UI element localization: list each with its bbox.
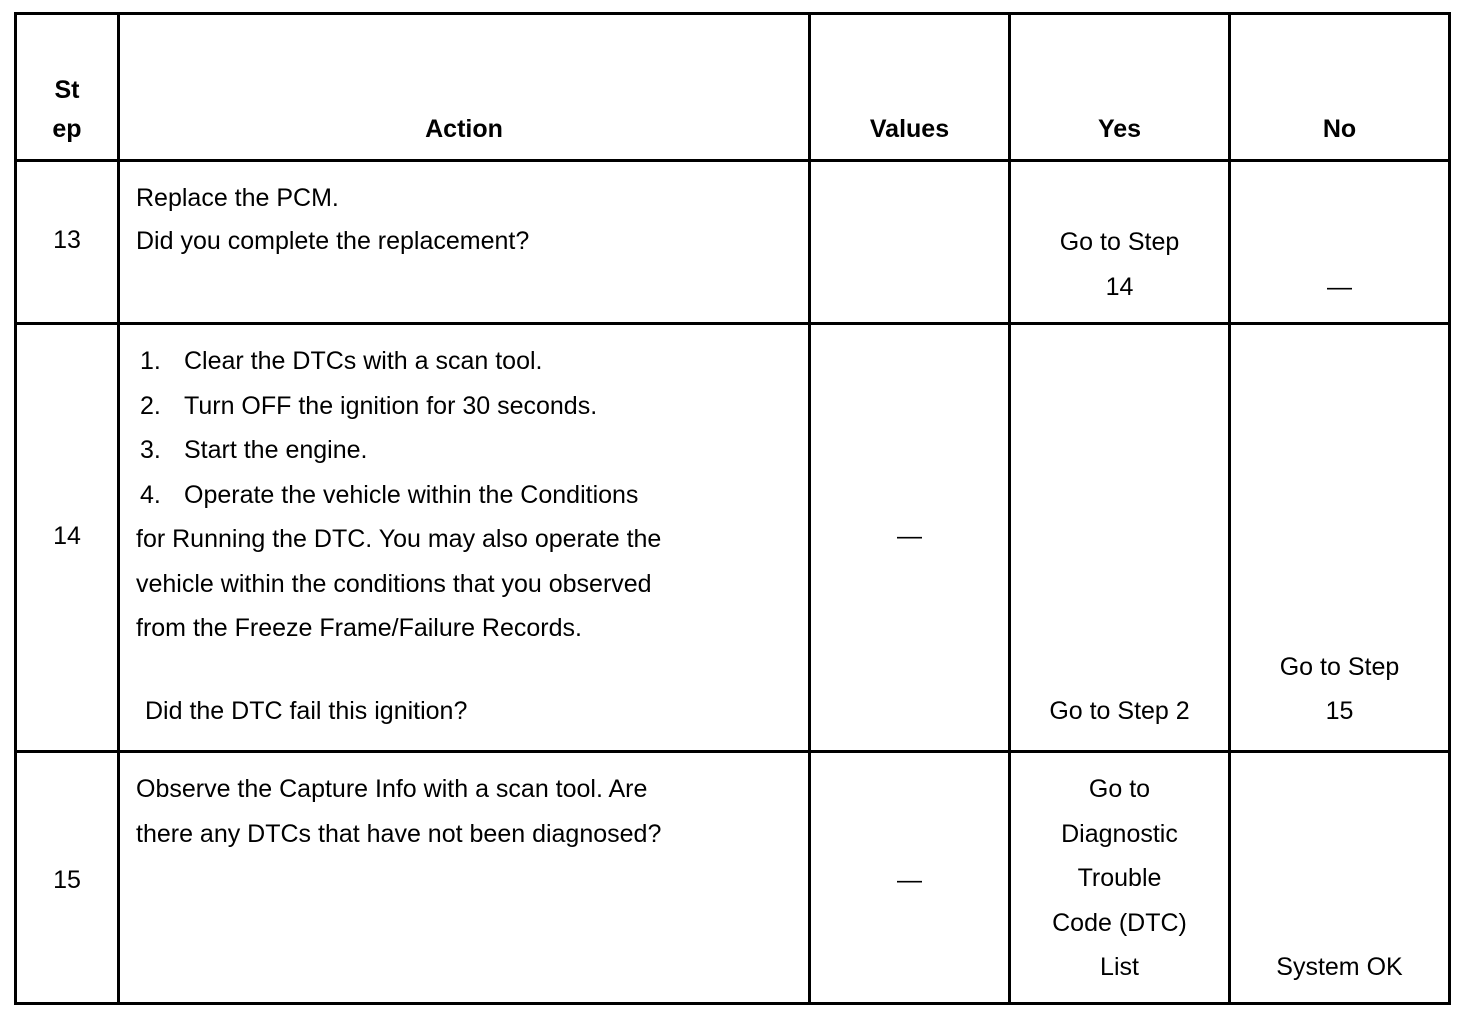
no-text: System OK: [1276, 953, 1403, 981]
header-step: [16, 14, 119, 161]
step-cell: [16, 752, 119, 1004]
yes-line: Go to Step: [1059, 228, 1180, 256]
header-yes-label: Yes: [1097, 115, 1142, 143]
yes-cell: [1010, 324, 1230, 752]
list-text: Turn OFF the ignition for 30 seconds.: [184, 391, 598, 420]
step-cell: [16, 161, 119, 324]
continuation-line: for Running the DTC. You may also operate the: [136, 525, 662, 553]
action-line: there any DTCs that have not been diagnosed?: [136, 819, 662, 848]
header-row: [16, 14, 1450, 161]
list-number: 2.: [140, 391, 161, 420]
table-row: [16, 161, 1450, 324]
list-text: Start the engine.: [184, 436, 368, 464]
action-text: [136, 767, 802, 856]
no-line: Go to Step: [1279, 653, 1400, 681]
values-cell: [810, 324, 1010, 752]
list-text: Clear the DTCs with a scan tool.: [184, 347, 543, 375]
yes-cell: [1010, 752, 1230, 1004]
action-text: [136, 176, 802, 263]
action-text: [136, 339, 802, 651]
values-text: —: [897, 522, 922, 550]
header-action-label: Action: [425, 115, 503, 143]
action-line: Did you complete the replacement?: [136, 226, 530, 255]
values-cell: [810, 752, 1010, 1004]
yes-line: 14: [1105, 273, 1134, 301]
continuation-line: from the Freeze Frame/Failure Records.: [136, 614, 582, 642]
table-row: [16, 324, 1450, 752]
yes-line: List: [1100, 953, 1139, 981]
header-no-label: No: [1322, 115, 1357, 143]
yes-text: Go to Step 2: [1049, 697, 1190, 725]
yes-line: Trouble: [1077, 864, 1162, 892]
action-cell: [119, 161, 810, 324]
no-line: 15: [1325, 697, 1354, 725]
list-item: [136, 428, 802, 473]
table-row: [16, 752, 1450, 1004]
list-number: 1.: [140, 347, 161, 375]
header-action: [119, 14, 810, 161]
no-cell: [1230, 324, 1450, 752]
header-step-line2: ep: [52, 115, 82, 143]
list-item: [136, 384, 802, 429]
yes-line: Go to: [1088, 775, 1151, 803]
header-values: [810, 14, 1010, 161]
list-number: 3.: [140, 436, 161, 464]
action-cell: [119, 752, 810, 1004]
continuation-line: vehicle within the conditions that you observed: [136, 569, 652, 598]
values-text: —: [897, 866, 922, 894]
no-cell: [1230, 161, 1450, 324]
no-cell: [1230, 752, 1450, 1004]
yes-line: Code (DTC): [1052, 908, 1187, 937]
action-line: Replace the PCM.: [136, 184, 339, 212]
yes-cell: [1010, 161, 1230, 324]
header-yes: [1010, 14, 1230, 161]
diagnostic-table: [14, 12, 1451, 1005]
step-number: 15: [53, 866, 81, 894]
header-step-line1: St: [54, 76, 80, 104]
no-text: —: [1327, 273, 1352, 301]
action-cell: [119, 324, 810, 752]
list-item: [136, 339, 802, 384]
header-values-label: Values: [869, 115, 950, 143]
yes-text: [1011, 767, 1228, 990]
values-cell: [810, 161, 1010, 324]
list-number: 4.: [140, 480, 161, 509]
list-item: [136, 473, 802, 518]
question-text: Did the DTC fail this ignition?: [145, 697, 468, 725]
step-number: 13: [53, 226, 81, 254]
step-cell: [16, 324, 119, 752]
yes-line: Diagnostic: [1061, 819, 1178, 848]
action-line: Observe the Capture Info with a scan tool. Are: [136, 775, 648, 803]
list-text: Operate the vehicle within the Conditions: [184, 480, 639, 509]
step-number: 14: [53, 522, 81, 550]
header-no: [1230, 14, 1450, 161]
